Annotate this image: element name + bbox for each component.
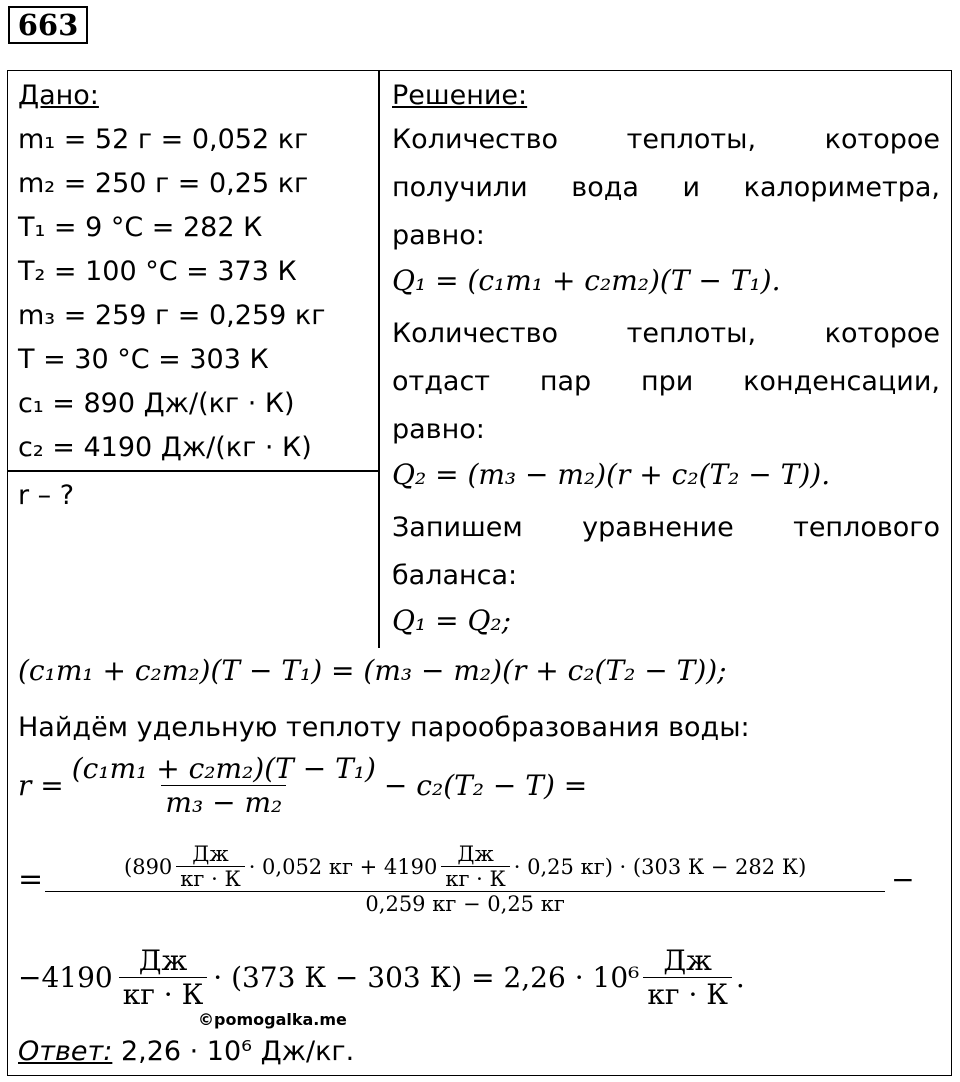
substitution-fraction	[45, 842, 885, 916]
given-line: T₁ = 9 °C = 282 К	[18, 212, 263, 243]
solution-text-line: равно:	[392, 220, 485, 251]
substitution-numerator: (890 $\frac{Дж}{кг \cdot К}$ · 0,052 кг + 4190 $\frac{Дж}{кг \cdot К}$ · 0,25 кг) · (303 К − 282 К)	[124, 842, 807, 891]
find-label: r – ?	[18, 480, 75, 511]
solution-text-line: отдаст пар при конденсации,	[392, 366, 940, 397]
answer-line	[18, 1030, 354, 1074]
column-divider	[378, 70, 380, 648]
equation-r-formula	[18, 752, 587, 819]
solution-text-line: Запишем уравнение теплового	[392, 512, 940, 543]
r-fraction-numerator: (c₁m₁ + c₂m₂)(T − T₁)	[71, 752, 376, 785]
given-divider	[7, 470, 379, 472]
substitution-eq-sign: =	[18, 861, 44, 897]
given-line: c₁ = 890 Дж/(кг · К)	[18, 388, 295, 419]
solution-text-line: получили вода и калориметра,	[392, 172, 940, 203]
unit-fraction: $\frac{Дж}{кг \cdot К}$	[176, 842, 244, 891]
watermark: ©pomogalka.me	[198, 1010, 347, 1029]
solution-text-line: Количество теплоты, которое	[392, 124, 940, 155]
given-line: T = 30 °C = 303 К	[18, 344, 269, 375]
problem-number: 663	[8, 6, 88, 44]
unit-fraction: $\frac{Дж}{кг \cdot К}$	[441, 842, 509, 891]
given-line: m₃ = 259 г = 0,259 кг	[18, 300, 326, 331]
equation-q2: Q₂ = (m₃ − m₂)(r + c₂(T₂ − T)).	[392, 458, 831, 491]
answer-value: 2,26 · 10⁶ Дж/кг.	[120, 1036, 355, 1067]
solution-heading: Решение:	[392, 80, 528, 111]
equation-result: −4190 $\frac{Дж}{кг \cdot К}$ · (373 К − 303 К) = 2,26 · 10⁶ $\frac{Дж}{кг \cdot К}$ .	[18, 944, 745, 1011]
given-line: c₂ = 4190 Дж/(кг · К)	[18, 432, 312, 463]
substitution-denominator: 0,259 кг − 0,25 кг	[45, 891, 885, 916]
given-heading: Дано:	[18, 80, 99, 111]
r-tail: − c₂(T₂ − T) =	[383, 769, 588, 802]
equation-balance: Q₁ = Q₂;	[392, 604, 512, 637]
find-statement: Найдём удельную теплоту парообразования воды:	[18, 712, 750, 743]
given-list	[18, 118, 325, 470]
substitution-tail: −	[891, 862, 915, 896]
r-fraction	[68, 752, 380, 819]
answer-label: Ответ:	[18, 1036, 113, 1067]
given-line: m₁ = 52 г = 0,052 кг	[18, 124, 309, 155]
equation-substitution	[18, 842, 915, 916]
solution-text-line: равно:	[392, 414, 485, 445]
given-line: m₂ = 250 г = 0,25 кг	[18, 168, 309, 199]
unit-fraction: $\frac{Дж}{кг \cdot К}$	[643, 944, 732, 1011]
solution-text-line: баланса:	[392, 560, 518, 591]
unit-fraction: $\frac{Дж}{кг \cdot К}$	[119, 944, 208, 1011]
equation-balance-expanded: (c₁m₁ + c₂m₂)(T − T₁) = (m₃ − m₂)(r + c₂(T₂ − T));	[18, 654, 727, 687]
solution-text-line: Количество теплоты, которое	[392, 318, 940, 349]
r-lhs: r =	[18, 769, 64, 802]
given-line: T₂ = 100 °C = 373 К	[18, 256, 297, 287]
equation-q1: Q₁ = (c₁m₁ + c₂m₂)(T − T₁).	[392, 264, 781, 297]
r-fraction-denominator: m₃ − m₂	[161, 785, 286, 819]
